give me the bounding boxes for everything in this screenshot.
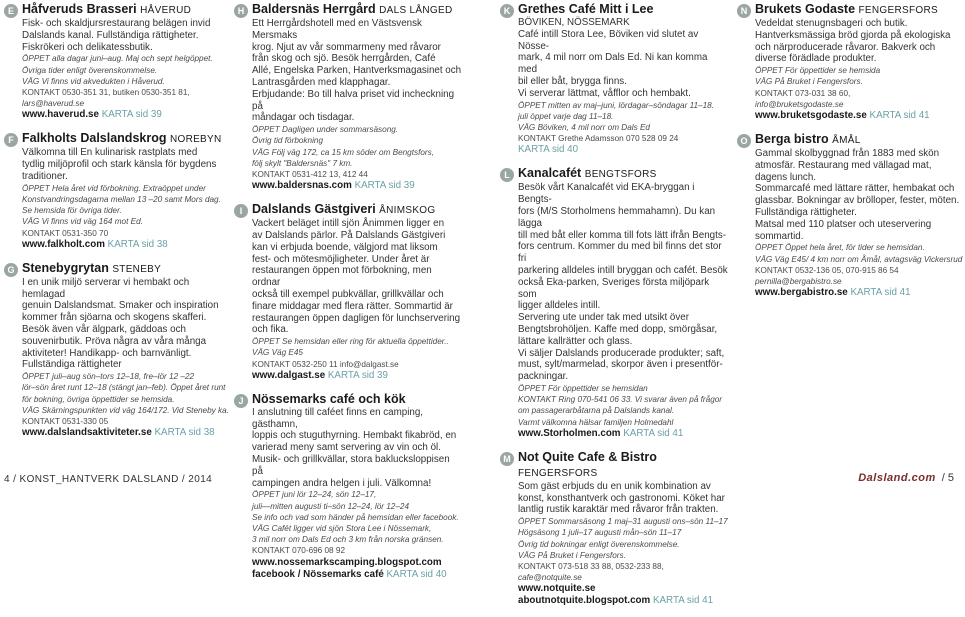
listing-description: [22, 147, 232, 182]
description-line: Som gäst erbjuds du en unik kombination av: [518, 480, 711, 492]
detail-line: VÄG Väg E45/ 4 km norr om Åmål, avtagsväg Vickersrud: [755, 254, 963, 264]
detail-line: Övrig tid bokningar enligt överenskommelse.: [518, 539, 680, 549]
detail-line: KONTAKT 0531-330 05: [22, 417, 109, 426]
listing-place: FENGERSFORS: [858, 5, 938, 16]
detail-line: ÖPPET Dagligen under sommarsäsong.: [252, 125, 399, 135]
listing-web-line: [22, 239, 232, 251]
listing-name: Dalslands Gästgiveri: [252, 202, 376, 217]
description-line: Ett Herrgårdshotell med en Västsvensk Mersmaks: [252, 18, 422, 41]
description-line: bil eller båt, brygga finns.: [518, 75, 627, 87]
listing-description: [252, 407, 462, 490]
listing-title: [518, 450, 728, 481]
description-line: kan vi erbjuda boende, välgjord mat liksom: [252, 241, 438, 253]
listing-description: [252, 218, 462, 336]
detail-line: cafe@notquite.se: [518, 573, 582, 583]
description-line: Servering ute under tak med utsikt över: [518, 312, 689, 324]
description-line: Sommarcafé med lättare rätter, hembakat och: [755, 183, 955, 195]
detail-line: KONTAKT 0531-412 13, 412 44: [252, 169, 368, 179]
listing-entry: [234, 202, 462, 382]
description-line: must, sylt/marmelad, skorpor även i presentför-: [518, 359, 723, 371]
map-reference: KARTA sid 38: [107, 238, 168, 250]
description-line: Café intill Stora Lee, Böviken vid slutet av Nösse-: [518, 28, 699, 52]
listing-letter-badge: L: [500, 168, 514, 182]
detail-line: lör–sön året runt 12–18 (stängt jan–feb). Öppet året runt: [22, 383, 226, 393]
description-line: Vi säljer Dalslands producerade produkter; saft,: [518, 347, 725, 359]
listing-name: Nössemarks café och kök: [252, 391, 406, 406]
detail-line: ÖPPET För öppettider se hemsidan: [518, 383, 648, 393]
listing-letter-badge: J: [234, 394, 248, 408]
description-line: loppis och stuguthyrning. Hembakt fikabröd, en: [252, 430, 457, 442]
description-line: traditioner.: [22, 171, 68, 182]
description-line: Besök vårt Kanalcafét vid EKA-bryggan i Bengts-: [518, 182, 695, 206]
description-line: också Eka-parken, Sveriges första miljöpark som: [518, 276, 710, 300]
website-link[interactable]: www.bergabistro.se: [755, 287, 848, 299]
description-line: av Dalslands pärlor. På Dalslands Gästgiveri: [252, 229, 446, 241]
detail-line: Övriga tider enligt överenskommelse.: [22, 65, 158, 75]
description-line: genuin Dalslandsmat. Smaker och inspiration: [22, 300, 219, 312]
description-line: Hantverksmässiga bröd gjorda på ekologiska: [755, 29, 951, 41]
detail-line: KONTAKT Grethe Adamsson 070 528 09 24: [518, 134, 679, 144]
column-1: [4, 2, 232, 449]
detail-line: KONTAKT 070-696 08 92: [252, 546, 345, 556]
listing-place: ÅMÅL: [832, 135, 861, 146]
detail-line: VÄG På Bruket i Fengersfors.: [755, 77, 863, 87]
map-reference: KARTA sid 41: [850, 287, 911, 299]
listing-title: [252, 202, 462, 218]
detail-line: KONTAKT 073-518 33 88, 0532-233 88,: [518, 561, 664, 571]
listing-name: Brukets Godaste: [755, 2, 856, 16]
dalsland-logo: Dalsland.com: [858, 472, 936, 484]
map-reference: KARTA sid 39: [327, 369, 388, 381]
listing-title: [518, 2, 728, 17]
listing-web-line: [518, 144, 728, 156]
detail-line: ÖPPET Öppet hela året, för tider se hemsidan.: [755, 243, 925, 253]
footer-right: [858, 472, 954, 484]
description-line: kommer från sjöarna och skogens skafferi.: [22, 312, 207, 324]
description-line: fors centrum. Kommer du med bil finns det stor fri: [518, 241, 722, 265]
listing-letter-badge: M: [500, 452, 514, 466]
detail-line: VÄG Böviken, 4 mil norr om Dals Ed: [518, 122, 650, 132]
listing-name: Stenebygrytan: [22, 260, 109, 275]
detail-line: Övrig tid förbokning: [252, 136, 323, 146]
detail-line: VÄG Vi finns vid akvedukten i Håverud.: [22, 76, 165, 86]
map-reference: KARTA sid 41: [869, 110, 930, 121]
listing-place: DALS LÅNGED: [379, 5, 453, 16]
listing-place: FENGERSFORS: [518, 467, 598, 479]
description-line: restaurangen öppen dagligen för lunchservering: [252, 312, 461, 324]
listing-description: [22, 18, 232, 53]
listing-description: [518, 17, 728, 100]
listing-web-line: [22, 427, 232, 439]
description-line: dagens lunch.: [755, 171, 817, 183]
description-line: fors (M/S Storholmens hemmahamn). Du kan lägga: [518, 205, 716, 229]
website-link[interactable]: www.dalslandsaktiviteter.se: [22, 427, 152, 439]
description-line: BÖVIKEN, NÖSSEMARK: [518, 17, 630, 28]
listing-entry: [500, 166, 728, 439]
listing-place: STENEBY: [112, 263, 162, 275]
listing-title: [755, 132, 965, 148]
listing-title: [755, 2, 965, 18]
listing-web-line: [252, 370, 462, 382]
map-reference: KARTA sid 39: [101, 109, 162, 121]
detail-line: ÖPPET alla dagar juni–aug. Maj och sept helgöppet.: [22, 54, 213, 64]
website-link[interactable]: www.nossemarkscamping.blogspot.com: [252, 556, 442, 568]
listing-name: Baldersnäs Herrgård: [252, 2, 376, 16]
listing-web-line: [518, 428, 728, 440]
description-line: finare middagar med flera rätter. Sommartid är: [252, 300, 453, 312]
detail-line: följ skylt "Baldersnäs" 7 km.: [252, 158, 353, 168]
listing-name: Grethes Café Mitt i Lee: [518, 2, 654, 16]
description-line: Lantrasgården med klapphagar.: [252, 76, 391, 88]
description-line: restaurangen öppen mot förbokning, men ordnar: [252, 265, 432, 289]
detail-line: VÄG På Bruket i Fengersfors.: [518, 550, 626, 560]
website-link[interactable]: www.dalgast.se: [252, 369, 326, 381]
detail-line: KONTAKT 0532-136 05, 070-915 86 54: [755, 265, 899, 275]
description-line: mark, 4 mil norr om Dals Ed. Ni kan komma med: [518, 52, 708, 76]
listing-description: [518, 481, 728, 516]
detail-line: Varmt välkomna hälsar familjen Holmedahl: [518, 417, 674, 427]
listing-title: [22, 131, 232, 147]
description-line: Musik- och grillkvällar, stora baklucksloppisen på: [252, 453, 450, 477]
listing-entry: [4, 131, 232, 250]
detail-line: KONTAKT 0530-351 31, butiken 0530-351 81,: [22, 88, 190, 97]
column-2: [234, 2, 462, 591]
map-reference: KARTA sid 40: [518, 144, 579, 156]
listing-name: Not Quite Cafe & Bistro: [518, 449, 657, 464]
listing-letter-badge: G: [4, 263, 18, 277]
detail-line: info@bruketsgodaste.se: [755, 99, 844, 109]
detail-line: ÖPPET Se hemsidan eller ring för aktuella öppettider..: [252, 337, 449, 347]
detail-line: ÖPPET juni lör 12–24, sön 12–17,: [252, 490, 377, 500]
description-line: till med båt eller komma till fots lätt ifrån Bengts-: [518, 229, 726, 241]
description-line: diverse förädlade produkter.: [755, 53, 877, 65]
description-line: Bengtsbrohöljen. Kaffe med dopp, smörgåsar,: [518, 323, 718, 335]
listing-web-line: [518, 595, 728, 607]
detail-line: Konstvandringsdagarna mellan 13 –20 samt Mors dag.: [22, 195, 221, 204]
detail-line: 3 mil norr om Dals Ed och 3 km från norska gränsen.: [252, 535, 444, 545]
listing-title: [22, 2, 232, 18]
description-line: Matsal med 110 platser och uteservering: [755, 218, 932, 230]
description-line: Vackert beläget intill sjön Ånimmen ligger en: [252, 218, 445, 230]
listing-web-line: [755, 287, 965, 299]
detail-line: pernilla@bergabistro.se: [755, 276, 842, 286]
website-link[interactable]: www.Storholmen.com: [518, 427, 621, 439]
detail-line: VÄG Väg E45: [252, 348, 303, 358]
map-reference: KARTA sid 38: [154, 427, 215, 439]
listing-name: Falkholts Dalslandskrog: [22, 131, 167, 146]
description-line: tydlig miljöprofil och stark känsla för bygdens: [22, 159, 217, 171]
detail-line: Se hemsida för övriga tider.: [22, 206, 122, 216]
description-line: varierad meny samt servering av vin och öl.: [252, 442, 441, 454]
description-line: atmosfär. Restaurang med vällagad mat,: [755, 159, 932, 171]
description-line: Fullständiga rättigheter: [22, 359, 122, 371]
listing-description: [22, 277, 232, 371]
listing-place: ÅNIMSKOG: [379, 205, 436, 217]
detail-line: om passagerarbåtarna på Dalslands kanal.: [518, 406, 675, 416]
listing-name: Berga bistro: [755, 132, 829, 146]
description-line: glassbar. Bokningar av brölloper, fester, möten.: [755, 195, 960, 207]
detail-line: KONTAKT 073-031 38 60,: [755, 88, 851, 98]
listing-title: [252, 392, 462, 407]
detail-line: ÖPPET juli–aug sön–tors 12–18, fre–lör 12 –22: [22, 372, 195, 382]
listing-description: [755, 18, 965, 65]
listing-place: BENGTSFORS: [584, 169, 657, 181]
website-link[interactable]: aboutnotquite.blogspot.com: [518, 595, 651, 607]
description-line: campingen andra helgen i juli. Välkomna!: [252, 477, 432, 489]
listing-letter-badge: H: [234, 4, 248, 18]
description-line: måndagar och tisdagar.: [252, 112, 355, 124]
detail-line: KONTAKT 0531-350 70: [22, 228, 109, 238]
description-line: konst, konsthantverk och gastronomi. Köket har: [518, 492, 725, 504]
description-line: Fisk- och skaldjursrestaurang belägen invid: [22, 18, 211, 29]
description-line: Fullständiga rättigheter.: [755, 206, 857, 218]
description-line: Dalslands kanal. Fullständiga rättigheter.: [22, 29, 199, 41]
listing-title: [252, 2, 462, 18]
listing-entry: [234, 2, 462, 192]
description-line: I en unik miljö serverar vi hembakt och hemlagad: [22, 276, 190, 300]
listing-letter-badge: K: [500, 4, 514, 18]
description-line: parkering alldeles intill bryggan och cafét. Besök: [518, 264, 728, 276]
footer-left: 4 / KONST_HANTVERK DALSLAND / 2014: [4, 474, 213, 485]
listing-entry: [500, 2, 728, 156]
listing-name: Kanalcafét: [518, 166, 582, 181]
description-line: och närproducerade råvaror. Bakverk och: [755, 41, 936, 53]
detail-line: VÄG Följ väg 172, ca 15 km söder om Bengtsfors,: [252, 147, 435, 157]
detail-line: juli—mitten augusti ti–sön 12–24, lör 12–24: [252, 501, 410, 511]
website-link[interactable]: www.baldersnas.com: [252, 180, 352, 192]
description-line: I anslutning till caféet finns en camping, gästhamn,: [252, 406, 424, 430]
description-line: och fika.: [252, 324, 289, 336]
listing-entry: [4, 261, 232, 439]
detail-line: VÄG Skärningspunkten vid väg 164/172. Vid Steneby ka.: [22, 405, 229, 415]
detail-line: ÖPPET För öppettider se hemsida: [755, 66, 881, 76]
listing-title: [22, 261, 232, 277]
description-line: sommartid.: [755, 230, 804, 242]
listing-web-line: [252, 569, 462, 581]
listing-description: [518, 182, 728, 383]
website-link[interactable]: www.notquite.se: [518, 583, 596, 595]
detail-line: VÄG Vi finns vid väg 164 mot Ed.: [22, 217, 143, 227]
detail-line: Se info och vad som händer på hemsidan eller facebook.: [252, 512, 459, 522]
description-line: packningar.: [518, 371, 569, 383]
listing-title: [518, 166, 728, 182]
page-number: / 5: [941, 472, 954, 484]
detail-line: ÖPPET Sommarsäsong 1 maj–31 augusti ons–sön 11–17: [518, 517, 728, 527]
detail-line: Högsäsong 1 juli–17 augusti mån–sön 11–17: [518, 528, 682, 538]
listing-entry: [4, 2, 232, 121]
column-4: [737, 2, 965, 309]
detail-line: ÖPPET mitten av maj–juni, lördagar–söndagar 11–18.: [518, 100, 715, 110]
description-line: också till exempel pubkvällar, grillkvällar och: [252, 288, 444, 300]
description-line: fest- och mötesmöjligheter. Under året är: [252, 253, 430, 265]
listing-description: [755, 148, 965, 242]
description-line: Välkomna till En kulinarisk rastplats med: [22, 147, 198, 159]
detail-line: VÄG Cafét ligger vid sjön Stora Lee i Nössemark,: [252, 523, 432, 533]
listing-letter-badge: F: [4, 133, 18, 147]
listing-entry: [234, 392, 462, 581]
listing-entry: [737, 132, 965, 299]
website-link[interactable]: www.haverud.se: [22, 109, 99, 121]
listing-name: Håfveruds Brasseri: [22, 2, 137, 16]
listing-place: HÅVERUD: [140, 5, 192, 16]
description-line: krog. Njut av vår sommarmeny med råvaror: [252, 41, 441, 53]
map-reference: KARTA sid 41: [652, 595, 714, 607]
detail-line: KONTAKT 0532-250 11 info@dalgast.se: [252, 359, 399, 369]
description-line: Vi serverar lättmat, våfflor och hembakt.: [518, 87, 691, 99]
detail-line: lars@haverud.se: [22, 99, 85, 109]
map-reference: KARTA sid 40: [386, 568, 447, 580]
column-3: [500, 2, 728, 617]
listing-letter-badge: O: [737, 134, 751, 148]
map-reference: KARTA sid 39: [354, 180, 415, 192]
detail-line: ÖPPET Hela året vid förbokning. Extraöppet under: [22, 183, 206, 193]
detail-line: juli öppet varje dag 11–18.: [518, 111, 614, 121]
description-line: lantlig rustik karaktär med råvaror från trakten.: [518, 504, 719, 516]
listing-letter-badge: E: [4, 4, 18, 18]
listing-entry: [500, 450, 728, 608]
website-link[interactable]: www.falkholt.com: [22, 238, 105, 250]
map-reference: KARTA sid 41: [623, 427, 684, 439]
listing-entry: [737, 2, 965, 122]
listing-web-line: [252, 180, 462, 192]
listing-web-line: [755, 110, 965, 122]
description-line: aktiviteter! Handikapp- och barnvänligt.: [22, 347, 192, 359]
listing-place: NOREBYN: [169, 134, 222, 146]
description-line: souvenirbutik. Pröva några av våra många: [22, 335, 207, 347]
website-link[interactable]: www.bruketsgodaste.se: [755, 110, 867, 121]
description-line: Vedeldat stenugnsbageri och butik.: [755, 18, 908, 29]
description-line: Erbjudande: Bo till halva priset vid incheckning på: [252, 88, 455, 112]
description-line: Gammal skolbyggnad från 1883 med skön: [755, 148, 940, 159]
description-line: Besök även vår älgpark, gäddoas och: [22, 324, 186, 335]
description-line: ligger alldeles intill.: [518, 300, 601, 312]
listing-description: [252, 18, 462, 124]
description-line: Fiskrökeri och delikatessbutik.: [22, 41, 153, 53]
listing-web-line: [22, 109, 232, 121]
website-link[interactable]: facebook / Nössemarks café: [252, 568, 384, 580]
detail-line: KONTAKT Ring 070-541 06 33. Vi svarar även på frågor: [518, 395, 723, 405]
listing-letter-badge: I: [234, 204, 248, 218]
description-line: från skog och sjö. Besök herrgården, Café: [252, 53, 436, 65]
detail-line: för bokning, övriga öppettider se hemsida.: [22, 394, 175, 404]
description-line: Allé, Engelska Parken, Hantverksmagasinet och: [252, 65, 462, 77]
listing-letter-badge: N: [737, 4, 751, 18]
description-line: lättare kallrätter och glass.: [518, 335, 633, 347]
